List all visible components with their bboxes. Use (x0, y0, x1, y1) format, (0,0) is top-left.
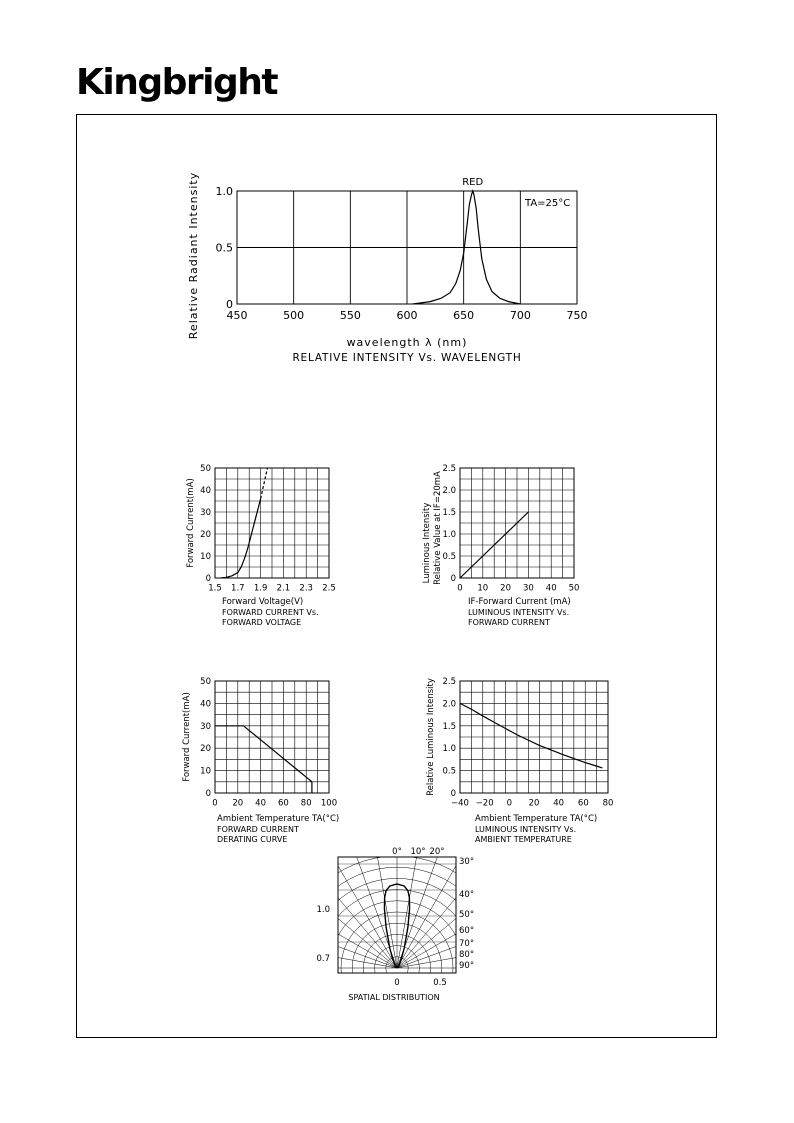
spectrum-x-tick-label: 650 (453, 309, 475, 322)
lum_current-x-tick-label: 0 (457, 583, 463, 594)
iv-y-tick-label: 10 (200, 551, 211, 562)
spectrum-x-tick-label: 550 (339, 309, 361, 322)
spatial-radial-line (224, 868, 397, 968)
derating-x-tick-label: 20 (232, 798, 244, 809)
lum_temp-y-tick-label: 2.5 (442, 676, 456, 687)
lum_temp-x-tick-label: 0 (506, 798, 513, 809)
spectrum-y-tick-label: 0.5 (215, 241, 233, 255)
lum_temp-y-tick-label: 0 (450, 788, 456, 799)
spatial-radial-line (244, 839, 397, 968)
condition-label: TA=25°C (525, 198, 571, 209)
iv-x-tick-label: 1.9 (253, 583, 268, 594)
chart-caption: AMBIENT TEMPERATURE (475, 835, 572, 844)
spectrum-x-tick-label: 600 (396, 309, 418, 322)
spatial-radial-line (209, 900, 397, 968)
spatial-radial-line (397, 771, 432, 968)
chart-caption: LUMINOUS INTENSITY Vs. (468, 608, 570, 617)
spatial-angle-label: 30° (459, 857, 475, 867)
lum_current-y-tick-label: 0 (450, 573, 456, 584)
spatial-radial-line (268, 815, 397, 968)
spatial-radial-line (329, 780, 397, 968)
lum_temp-series-line (460, 703, 602, 768)
iv-y-tick-label: 50 (200, 463, 211, 474)
iv-y-tick-label: 0 (205, 573, 211, 584)
x-axis-label: IF-Forward Current (mA) (468, 597, 571, 607)
spatial-angle-label: 90° (459, 961, 475, 971)
lum_current-x-tick-label: 50 (568, 583, 580, 594)
derating-x-tick-label: 40 (255, 798, 267, 809)
lum_current-y-tick-label: 0.5 (442, 551, 456, 562)
lum_temp-x-tick-label: 40 (553, 798, 565, 809)
iv-x-tick-label: 2.3 (299, 583, 313, 594)
spatial-radial-line (397, 868, 570, 968)
iv-y-tick-label: 20 (200, 529, 211, 540)
lum_temp-y-tick-label: 0.5 (442, 766, 456, 777)
derating-y-tick-label: 0 (205, 788, 211, 799)
spatial-radial-label: 0.7 (316, 954, 330, 964)
spectrum-x-tick-label: 500 (283, 309, 305, 322)
lum_temp-y-tick-label: 1.5 (442, 721, 456, 732)
iv-plot (215, 468, 329, 578)
iv-y-tick-label: 40 (200, 485, 211, 496)
spectrum-x-tick-label: 700 (509, 309, 531, 322)
derating-y-tick-label: 20 (200, 744, 211, 755)
derating-x-tick-label: 0 (212, 798, 218, 809)
lum_current-y-tick-label: 2.0 (442, 485, 456, 496)
chart-caption: RELATIVE INTENSITY Vs. WAVELENGTH (292, 352, 522, 364)
lum_temp-x-tick-label: −20 (475, 798, 494, 809)
chart-caption: FORWARD CURRENT (468, 618, 550, 627)
lum_current-y-tick-label: 2.5 (442, 463, 456, 474)
lum_temp-plot (460, 681, 608, 793)
spatial-radial-line (397, 900, 585, 968)
y-axis-label: Relative Value at IF=20mA (433, 471, 443, 585)
spatial-angle-label: 60° (459, 926, 475, 936)
spatial-radial-line (200, 933, 397, 968)
spectrum-x-tick-label: 450 (226, 309, 248, 322)
lum_current-plot (460, 468, 574, 578)
lum_temp-x-tick-label: −40 (451, 798, 469, 809)
chart-caption: FORWARD VOLTAGE (222, 618, 302, 627)
spectrum-y-tick-label: 0 (226, 297, 233, 311)
derating-y-tick-label: 40 (200, 699, 211, 710)
iv-x-tick-label: 2.1 (276, 583, 291, 594)
lum_current-x-tick-label: 30 (522, 583, 534, 594)
x-axis-label: wavelength λ (nm) (346, 336, 468, 349)
chart-caption: SPATIAL DISTRIBUTION (348, 993, 440, 1002)
spatial-angle-label: 0° (392, 847, 402, 857)
lum_current-y-tick-label: 1.0 (442, 529, 456, 540)
spatial-radial-line (397, 933, 594, 968)
lum_temp-x-tick-label: 80 (602, 798, 614, 809)
spatial-axis-label: 0.5 (433, 978, 447, 988)
iv-x-tick-label: 2.5 (322, 583, 336, 594)
y-axis-label: Forward Current(mA) (182, 692, 192, 782)
spatial-angle-label: 50° (459, 910, 475, 920)
spectrum-y-tick-label: 1.0 (215, 184, 233, 198)
derating-x-tick-label: 100 (320, 798, 338, 809)
iv-y-tick-label: 30 (200, 507, 211, 518)
chart-caption: LUMINOUS INTENSITY Vs. (475, 825, 577, 834)
spectrum-x-tick-label: 750 (566, 309, 588, 322)
spatial-angle-label: 70° (459, 939, 475, 949)
iv-x-tick-label: 1.5 (208, 583, 222, 594)
brand-logo: Kingbright (76, 62, 278, 103)
iv-x-tick-label: 1.7 (231, 583, 245, 594)
derating-y-tick-label: 50 (200, 676, 211, 687)
spatial-angle-label: 80° (459, 950, 475, 960)
chart-caption: FORWARD CURRENT (217, 825, 299, 834)
lum_temp-x-tick-label: 60 (577, 798, 589, 809)
derating-plot (215, 681, 329, 793)
y-axis-label: Relative Radiant Intensity (187, 171, 200, 340)
x-axis-label: Forward Voltage(V) (222, 597, 304, 607)
spatial-axis-label: 0 (394, 978, 400, 988)
spatial-radial-label: 1.0 (316, 905, 330, 915)
iv-series-line (261, 468, 268, 499)
y-axis-label: Relative Luminous Intensity (426, 678, 436, 796)
y-axis-label: Forward Current(mA) (186, 478, 196, 568)
lum_current-y-tick-label: 1.5 (442, 507, 456, 518)
spatial-radial-line (362, 771, 397, 968)
chart-caption: DERATING CURVE (217, 835, 288, 844)
derating-x-tick-label: 60 (277, 798, 289, 809)
lum_temp-y-tick-label: 2.0 (442, 699, 456, 710)
lum_temp-y-tick-label: 1.0 (442, 744, 456, 755)
derating-y-tick-label: 10 (200, 766, 211, 777)
lum_current-x-tick-label: 20 (500, 583, 512, 594)
spatial-angle-label: 10° (410, 847, 426, 857)
lum_temp-x-tick-label: 20 (528, 798, 540, 809)
x-axis-label: Ambient Temperature TA(°C) (217, 814, 340, 824)
derating-x-tick-label: 80 (300, 798, 312, 809)
series-label-red: RED (462, 177, 484, 188)
chart-caption: FORWARD CURRENT Vs. (222, 608, 319, 617)
spatial-angle-label: 40° (459, 890, 475, 900)
derating-y-tick-label: 30 (200, 721, 211, 732)
y-axis-label: Luminous Intensity (422, 502, 432, 584)
lum_current-x-tick-label: 10 (477, 583, 489, 594)
lum_current-x-tick-label: 40 (545, 583, 557, 594)
spatial-angle-label: 20° (429, 847, 445, 857)
x-axis-label: Ambient Temperature TA(°C) (475, 814, 598, 824)
